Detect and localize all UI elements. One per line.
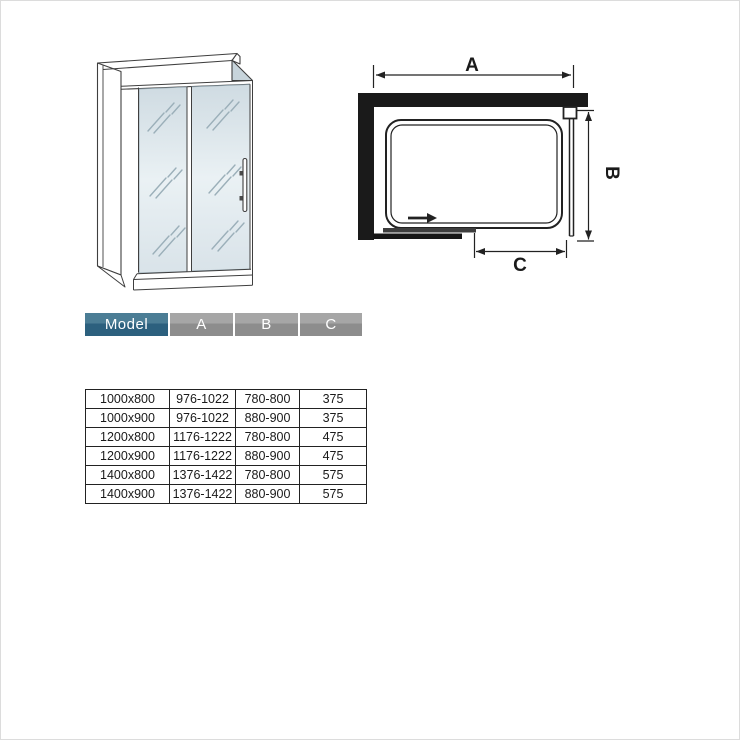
fixed-panel-bar [373,234,462,240]
cell-b: 780-800 [236,428,300,447]
cell-b: 880-900 [236,485,300,504]
wall-left [358,93,374,240]
sliding-panel-bar [383,228,476,233]
cell-c: 375 [300,409,367,428]
table-row [86,409,367,428]
cell-a: 1376-1422 [170,466,236,485]
return-glass-triangle [232,60,253,81]
cell-c: 475 [300,447,367,466]
side-wall-profile [98,63,122,275]
slide-direction-arrow [408,213,437,223]
dimension-b-label: B [601,166,622,180]
cell-c: 575 [300,466,367,485]
dimension-b [577,111,594,242]
cell-model: 1000x900 [86,409,170,428]
cell-a: 1176-1222 [170,428,236,447]
table-row [86,390,367,409]
cell-b: 780-800 [236,390,300,409]
table-legend-bar [85,313,362,336]
cell-model: 1400x800 [86,466,170,485]
shower-top-view [358,55,622,276]
legend-model: Model [85,313,168,336]
cell-model: 1200x900 [86,447,170,466]
fixed-glass-panel [564,107,577,236]
legend-b: B [235,313,298,336]
table-row [86,466,367,485]
cell-c: 575 [300,485,367,504]
dimension-c-label: C [513,255,527,276]
legend-a: A [170,313,233,336]
cell-a: 976-1022 [170,390,236,409]
cell-c: 475 [300,428,367,447]
dimension-a-label: A [465,55,479,76]
table-row [86,428,367,447]
shower-door-3d-view [98,54,253,291]
cell-b: 880-900 [236,409,300,428]
cell-model: 1200x800 [86,428,170,447]
tray-outline-outer [386,120,562,228]
cell-a: 1376-1422 [170,485,236,504]
table-row [86,447,367,466]
cell-b: 780-800 [236,466,300,485]
wall-top [358,93,588,107]
cell-a: 1176-1222 [170,447,236,466]
cell-c: 375 [300,390,367,409]
cell-model: 1400x900 [86,485,170,504]
size-table [85,389,367,504]
table-row [86,485,367,504]
cell-b: 880-900 [236,447,300,466]
tray-outline-inner [391,125,557,223]
cell-a: 976-1022 [170,409,236,428]
top-rail [98,54,241,70]
cell-model: 1000x800 [86,390,170,409]
legend-c: C [300,313,362,336]
